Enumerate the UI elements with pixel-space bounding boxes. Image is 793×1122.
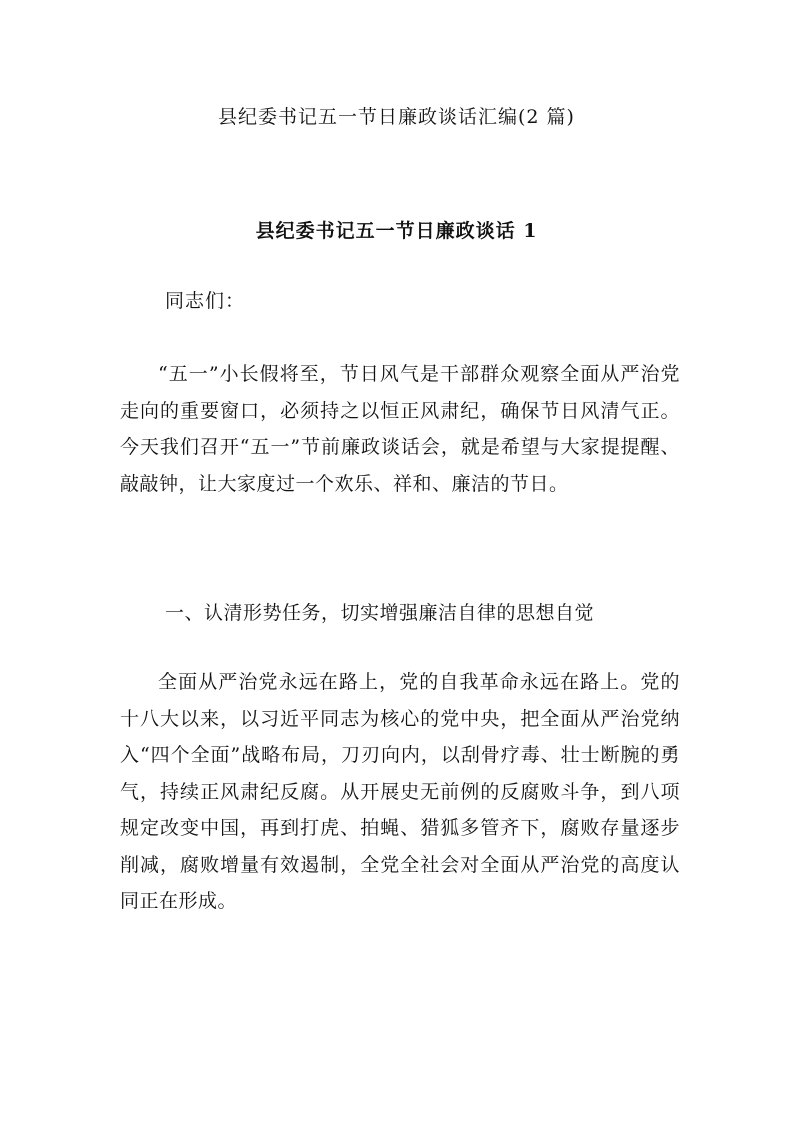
paragraph-intro: “五一”小长假将至，节日风气是干部群众观察全面从严治党走向的重要窗口，必须持之以恒正风肃纪，确保节日风清气正。今天我们召开“五一”节前廉政谈话会，就是希望与大家提提醒、敲敲钟，让大家度过一个欢乐、祥和、廉洁的节日。 — [120, 363, 680, 495]
salutation: 同志们： — [165, 290, 246, 312]
document-title: 县纪委书记五一节日廉政谈话汇编(2 篇) — [218, 106, 575, 128]
paragraph-body: 全面从严治党永远在路上，党的自我革命永远在路上。党的十八大以来，以习近平同志为核心的党中央，把全面从严治党纳入“四个全面”战略布局，刀刃向内，以刮骨疗毒、壮士断腕的勇气，持续正风肃纪反腐。从开展史无前例的反腐败斗争，到八项规定改变中国，再到打虎、拍蝇、猎狐多管齐下，腐败存量逐步削减，腐败增量有效遏制，全党全社会对全面从严治党的高度认同正在形成。 — [120, 671, 680, 912]
section-title: 县纪委书记五一节日廉政谈话 1 — [255, 220, 538, 242]
section-heading: 一、认清形势任务，切实增强廉洁自律的思想自觉 — [165, 602, 595, 624]
